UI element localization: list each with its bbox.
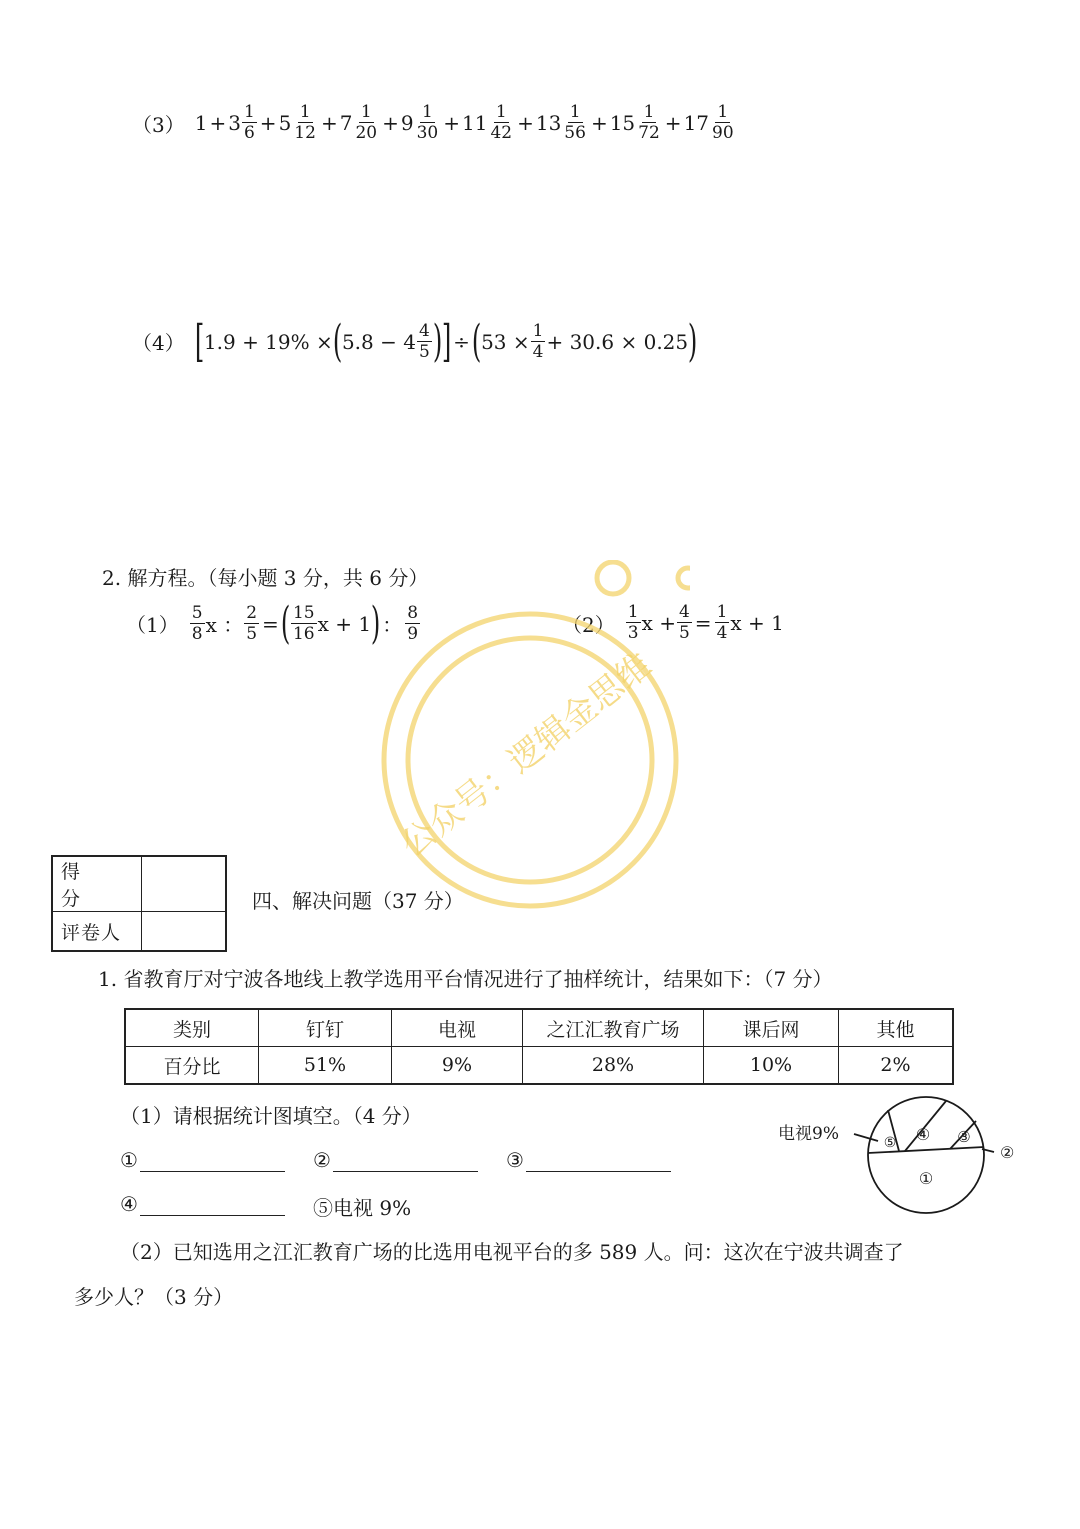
blank-3[interactable]	[506, 1148, 671, 1172]
plus-sign: +	[259, 111, 277, 135]
category-cell: 之江汇教育广场	[523, 1009, 704, 1047]
right-bracket: ]	[441, 316, 452, 367]
fraction: $\frac{1}{12}$	[294, 102, 316, 143]
equation-2-label: （2）	[562, 612, 615, 637]
fraction: $\frac{1}{3}$	[627, 602, 639, 643]
percent-cell: 10%	[704, 1047, 839, 1085]
header-label: 类别	[125, 1009, 259, 1047]
pie-mark-4: ④	[915, 1125, 931, 1144]
fraction: $\frac{1}{6}$	[243, 102, 255, 143]
whole-number: 5	[278, 111, 292, 135]
right-paren: )	[370, 598, 381, 649]
pointer-line	[854, 1134, 878, 1141]
equation-text: x +	[641, 611, 676, 635]
fraction: $\frac{8}{9}$	[407, 602, 419, 644]
blank-label: ②	[313, 1148, 331, 1172]
equation-1-label: （1）	[126, 613, 179, 638]
fraction: $\frac{1}{4}$	[716, 602, 728, 643]
right-paren: )	[432, 316, 443, 367]
whole-number: 13	[535, 111, 562, 135]
category-cell: 其他	[839, 1009, 954, 1047]
score-label: 得 分	[52, 856, 142, 912]
whole-number: 7	[339, 111, 353, 135]
pie-chart	[770, 1095, 1030, 1220]
fraction: $\frac{1}{30}$	[416, 102, 439, 143]
colon-sign: ：	[382, 613, 403, 638]
table-row	[125, 1009, 953, 1047]
left-paren-2: (	[471, 316, 482, 367]
blank-5-given: ⑤电视 9%	[313, 1196, 412, 1220]
fraction: $\frac{1}{90}$	[712, 102, 734, 143]
whole-number: 11	[461, 111, 488, 135]
equals-sign: =	[694, 611, 712, 635]
problem-4-part-c: 53 ×	[481, 329, 530, 354]
blank-label: ④	[120, 1192, 138, 1216]
reviewer-cell[interactable]	[142, 912, 227, 952]
whole-number: 1	[194, 111, 208, 135]
blank-2[interactable]	[313, 1148, 478, 1172]
fraction: $\frac{4}{5}$	[418, 320, 430, 362]
fraction: $\frac{1}{42}$	[490, 102, 513, 143]
percent-cell: 51%	[259, 1047, 392, 1085]
pie-mark-5: ⑤	[883, 1135, 897, 1151]
percent-cell: 28%	[523, 1047, 704, 1085]
score-cell[interactable]	[142, 856, 227, 912]
equation-text: x ：	[205, 613, 244, 638]
score-box	[51, 855, 227, 952]
problem-4-part-d: + 30.6 × 0.25	[546, 329, 689, 354]
fraction: $\frac{1}{4}$	[532, 320, 544, 362]
watermark-text: 公众号：逻辑金思维	[393, 645, 660, 866]
category-cell: 课后网	[704, 1009, 839, 1047]
blank-4[interactable]	[120, 1192, 285, 1216]
percent-cell: 2%	[839, 1047, 954, 1085]
watermark-seal	[370, 560, 690, 930]
blank-label: ③	[506, 1148, 524, 1172]
problem-3	[132, 104, 737, 142]
fraction: $\frac{5}{8}$	[191, 602, 203, 644]
plus-sign: +	[209, 111, 227, 135]
plus-sign: +	[590, 111, 608, 135]
percent-cell: 9%	[392, 1047, 523, 1085]
problem-1-intro: 1. 省教育厅对宁波各地线上教学选用平台情况进行了抽样统计，结果如下：（7 分）	[98, 967, 833, 991]
left-paren: (	[280, 598, 291, 649]
equation-text: x + 1	[730, 611, 784, 635]
whole-number: 17	[683, 111, 710, 135]
fraction: $\frac{1}{20}$	[355, 102, 378, 143]
problem-3-label: （3）	[132, 112, 185, 137]
left-paren: (	[332, 316, 343, 367]
pie-mark-1: ①	[918, 1169, 934, 1188]
table-row	[125, 1047, 953, 1085]
whole-number: 9	[400, 111, 414, 135]
blank-label: ①	[120, 1148, 138, 1172]
category-cell: 电视	[392, 1009, 523, 1047]
plus-sign: +	[517, 111, 534, 135]
plus-sign: +	[382, 111, 399, 135]
pie-circle	[868, 1097, 984, 1213]
blank-line[interactable]	[140, 1149, 285, 1172]
blank-line[interactable]	[526, 1149, 671, 1172]
blank-1[interactable]	[120, 1148, 285, 1172]
problem-4-label: （4）	[132, 331, 185, 356]
plus-sign: +	[443, 111, 460, 135]
problem-3-expression	[195, 104, 737, 142]
whole-number: 3	[228, 111, 241, 135]
left-bracket: [	[194, 316, 205, 367]
pie-mark-2: ②	[1000, 1143, 1015, 1162]
reviewer-label: 评卷人	[52, 912, 142, 952]
fraction: $\frac{2}{5}$	[246, 602, 258, 644]
blank-line[interactable]	[333, 1149, 478, 1172]
equals-sign: =	[262, 611, 279, 636]
sub-question-1: （1）请根据统计图填空。（4 分）	[120, 1104, 422, 1128]
fraction: $\frac{1}{56}$	[564, 102, 586, 143]
fraction: $\frac{15}{16}$	[292, 602, 315, 644]
sub-question-2-line-1: （2）已知选用之江汇教育广场的比选用电视平台的多 589 人。问：这次在宁波共调查了	[120, 1240, 904, 1264]
plus-sign: +	[320, 111, 338, 135]
problem-4-part-a: 1.9 + 19% ×	[203, 329, 333, 354]
problem-4-part-b: 5.8 − 4	[341, 329, 416, 354]
blank-line[interactable]	[140, 1193, 285, 1216]
divide-sign: ÷	[453, 329, 470, 354]
platform-table	[124, 1008, 954, 1085]
section-2-title: 2. 解方程。（每小题 3 分，共 6 分）	[102, 566, 429, 590]
whole-number: 15	[609, 111, 636, 135]
problem-4	[132, 316, 698, 367]
fraction: $\frac{4}{5}$	[678, 602, 690, 643]
pie-mark-3: ③	[957, 1128, 971, 1146]
row-label: 百分比	[125, 1047, 259, 1085]
section-4-title: 四、解决问题（37 分）	[252, 889, 464, 913]
right-paren-2: )	[687, 316, 698, 367]
pie-label-tv: 电视9%	[778, 1124, 839, 1144]
category-cell: 钉钉	[259, 1009, 392, 1047]
sub-question-2-line-2: 多少人？（3 分）	[74, 1285, 234, 1309]
fraction: $\frac{1}{72}$	[638, 102, 660, 143]
equation-text: x + 1	[317, 611, 372, 636]
plus-sign: +	[664, 111, 682, 135]
